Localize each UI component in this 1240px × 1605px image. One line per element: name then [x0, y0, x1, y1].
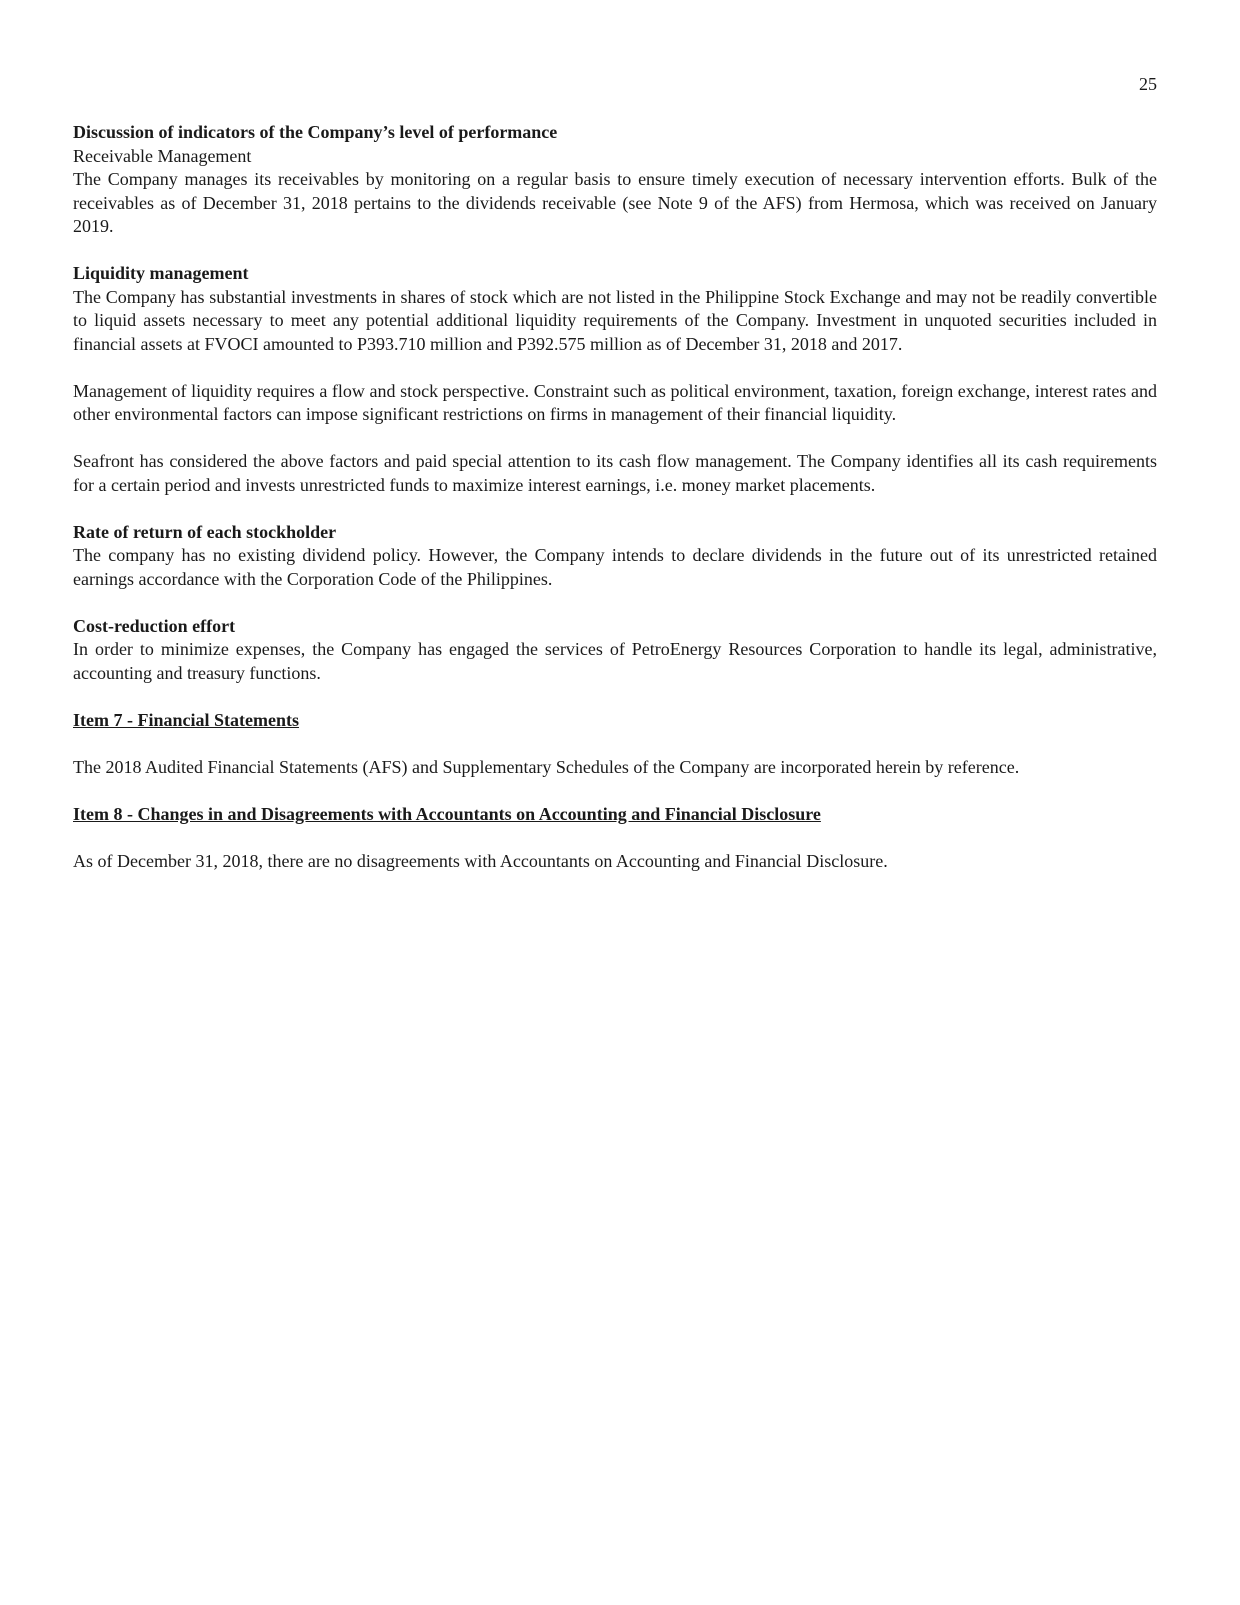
paragraph-financial-statements: The 2018 Audited Financial Statements (AFS) and Supplementary Schedules of the Company are incorporated herein by reference. — [73, 756, 1020, 777]
spacer — [73, 591, 1157, 615]
section-heading-performance: Discussion of indicators of the Company’s level of performance — [73, 122, 558, 142]
paragraph-cash-flow-management: Seafront has considered the above factors and paid special attention to its cash flow management. The Company identifies all its cash requirements for a certain period and invests unrestricted funds to maximize interest earnings, i.e. money market placements. — [73, 451, 1157, 495]
section-cost-reduction — [73, 615, 1157, 686]
item-7-heading: Item 7 - Financial Statements — [73, 709, 299, 730]
paragraph-no-disagreements: As of December 31, 2018, there are no disagreements with Accountants on Accounting and Financial Disclosure. — [73, 850, 888, 871]
spacer — [73, 356, 1157, 380]
page-number: 25 — [1139, 74, 1157, 94]
subheading-receivable-management: Receivable Management — [73, 145, 252, 166]
paragraph-liquidity-investments: The Company has substantial investments in shares of stock which are not listed in the Philippine Stock Exchange and may not be readily convertible to liquid assets necessary to meet any potential additional liquidity requirements of the Company. Investment in unquoted securities included in financial assets at FVOCI amounted to P393.710 million and P392.575 million as of December 31, 2018 and 2017. — [73, 286, 1157, 354]
paragraph-dividend-policy: The company has no existing dividend policy. However, the Company intends to declare dividends in the future out of its unrestricted retained earnings accordance with the Corporation Code of the Philippines. — [73, 545, 1157, 589]
paragraph-liquidity-perspective: Management of liquidity requires a flow and stock perspective. Constraint such as political environment, taxation, foreign exchange, interest rates and other environmental factors can impose significant restrictions on firms in management of their financial liquidity. — [73, 380, 1157, 424]
spacer — [73, 779, 1157, 803]
document-body — [73, 121, 1157, 873]
spacer — [73, 239, 1157, 263]
section-item-8 — [73, 803, 1157, 874]
paragraph-receivable-management: The Company manages its receivables by monitoring on a regular basis to ensure timely execution of necessary intervention efforts. Bulk of the receivables as of December 31, 2018 pertains to the dividends receivable (see Note 9 of the AFS) from Hermosa, which was received on January 2019. — [73, 169, 1157, 236]
spacer — [73, 427, 1157, 451]
spacer — [73, 826, 1157, 850]
item-8-heading: Item 8 - Changes in and Disagreements with Accountants on Accounting and Financial Disclosure — [73, 803, 821, 824]
section-heading-liquidity: Liquidity management — [73, 263, 249, 283]
section-heading-rate-of-return: Rate of return of each stockholder — [73, 521, 337, 542]
section-performance — [73, 121, 1157, 239]
section-heading-cost-reduction: Cost-reduction effort — [73, 615, 236, 636]
section-item-7 — [73, 709, 1157, 780]
spacer — [73, 685, 1157, 709]
paragraph-cost-reduction: In order to minimize expenses, the Company has engaged the services of PetroEnergy Resources Corporation to handle its legal, administrative, accounting and treasury functions. — [73, 639, 1157, 683]
section-liquidity — [73, 262, 1157, 497]
spacer — [73, 497, 1157, 521]
section-return — [73, 521, 1157, 592]
spacer — [73, 732, 1157, 756]
